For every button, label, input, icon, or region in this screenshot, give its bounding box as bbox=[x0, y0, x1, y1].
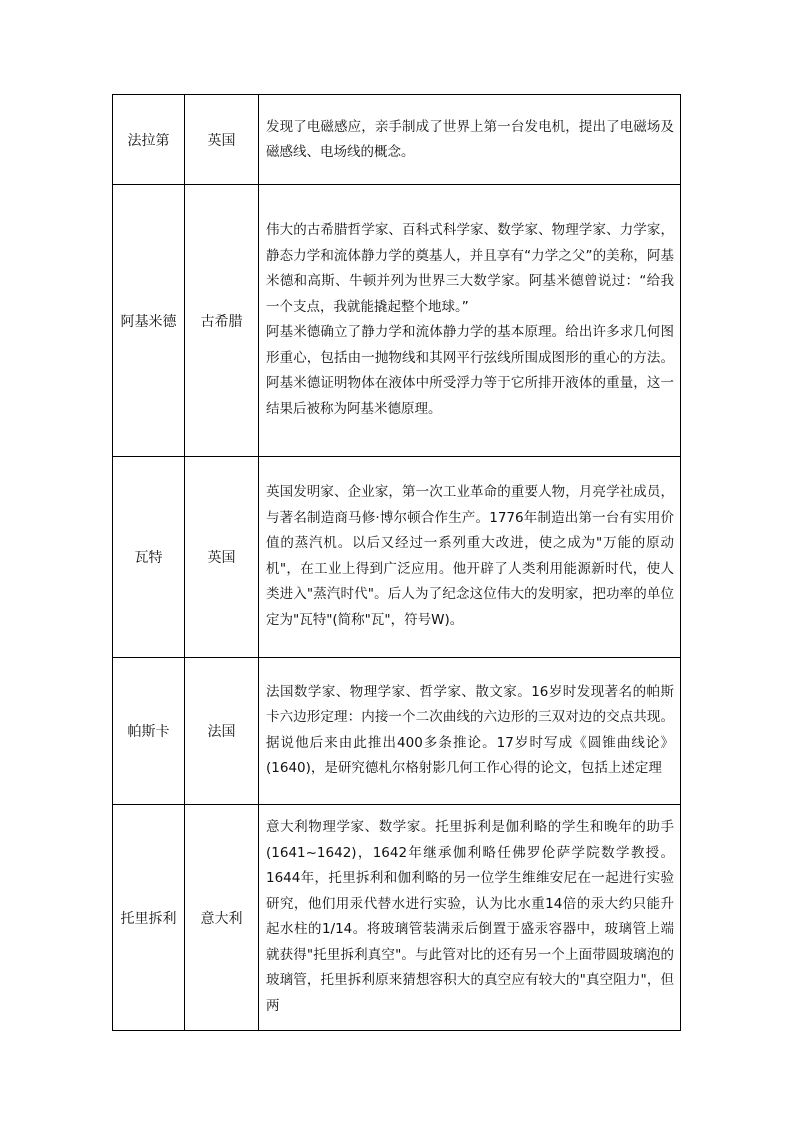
scientist-name: 托里拆利 bbox=[113, 805, 185, 1031]
scientist-name: 瓦特 bbox=[113, 457, 185, 658]
scientist-description bbox=[259, 457, 681, 658]
table-row bbox=[113, 185, 681, 457]
table-row bbox=[113, 805, 681, 1031]
scientist-name: 帕斯卡 bbox=[113, 658, 185, 805]
description-paragraph: 发现了电磁感应，亲手制成了世界上第一台发电机，提出了电磁场及磁感线、电场线的概念。 bbox=[266, 118, 674, 160]
scientist-name: 阿基米德 bbox=[113, 185, 185, 457]
scientist-name: 法拉第 bbox=[113, 95, 185, 185]
description-paragraph: 法国数学家、物理学家、哲学家、散文家。16岁时发现著名的帕斯卡六边形定理：内接一个二次曲线的六边形的三双对边的交点共现。据说他后来由此推出400多条推论。17岁时写成《圆锥曲线论》(1640)，是研究德札尔格射影几何工作心得的论文，包括上述定理 bbox=[266, 683, 674, 776]
scientist-country: 英国 bbox=[185, 457, 259, 658]
description-paragraph: 伟大的古希腊哲学家、百科式科学家、数学家、物理学家、力学家，静态力学和流体静力学的奠基人，并且享有“力学之父”的美称，阿基米德和高斯、牛顿并列为世界三大数学家。阿基米德曾说过：“给我一个支点，我就能撬起整个地球。” bbox=[266, 222, 674, 315]
scientist-country: 意大利 bbox=[185, 805, 259, 1031]
scientist-country: 英国 bbox=[185, 95, 259, 185]
table-row bbox=[113, 95, 681, 185]
scientist-table bbox=[112, 94, 681, 1031]
description-paragraph: 阿基米德确立了静力学和流体静力学的基本原理。给出许多求几何图形重心，包括由一抛物线和其网平行弦线所围成图形的重心的方法。阿基米德证明物体在液体中所受浮力等于它所排开液体的重量，这一结果后被称为阿基米德原理。 bbox=[266, 324, 674, 417]
scientist-description bbox=[259, 805, 681, 1031]
scientist-description bbox=[259, 658, 681, 805]
description-paragraph: 英国发明家、企业家，第一次工业革命的重要人物，月亮学社成员，与著名制造商马修·博尔顿合作生产。1776年制造出第一台有实用价值的蒸汽机。以后又经过一系列重大改进，使之成为"万能的原动机"，在工业上得到广泛应用。他开辟了人类利用能源新时代，使人类进入"蒸汽时代"。后人为了纪念这位伟大的发明家，把功率的单位定为"瓦特"(简称"瓦"，符号W)。 bbox=[266, 484, 674, 628]
scientist-description bbox=[259, 95, 681, 185]
description-paragraph: 意大利物理学家、数学家。托里拆利是伽利略的学生和晚年的助手(1641~1642)，1642年继承伽利略任佛罗伦萨学院数学教授。1644年，托里拆利和伽利略的另一位学生维维安尼在一起进行实验研究，他们用汞代替水进行实验，认为比水重14倍的汞大约只能升起水柱的1/14。将玻璃管装满汞后倒置于盛汞容器中，玻璃管上端就获得"托里拆利真空"。与此管对比的还有另一个上面带圆玻璃泡的玻璃管，托里拆利原来猜想容积大的真空应有较大的"真空阻力"，但两 bbox=[266, 819, 674, 1014]
scientist-country: 古希腊 bbox=[185, 185, 259, 457]
scientist-country: 法国 bbox=[185, 658, 259, 805]
table-row bbox=[113, 658, 681, 805]
scientist-description bbox=[259, 185, 681, 457]
table-row bbox=[113, 457, 681, 658]
